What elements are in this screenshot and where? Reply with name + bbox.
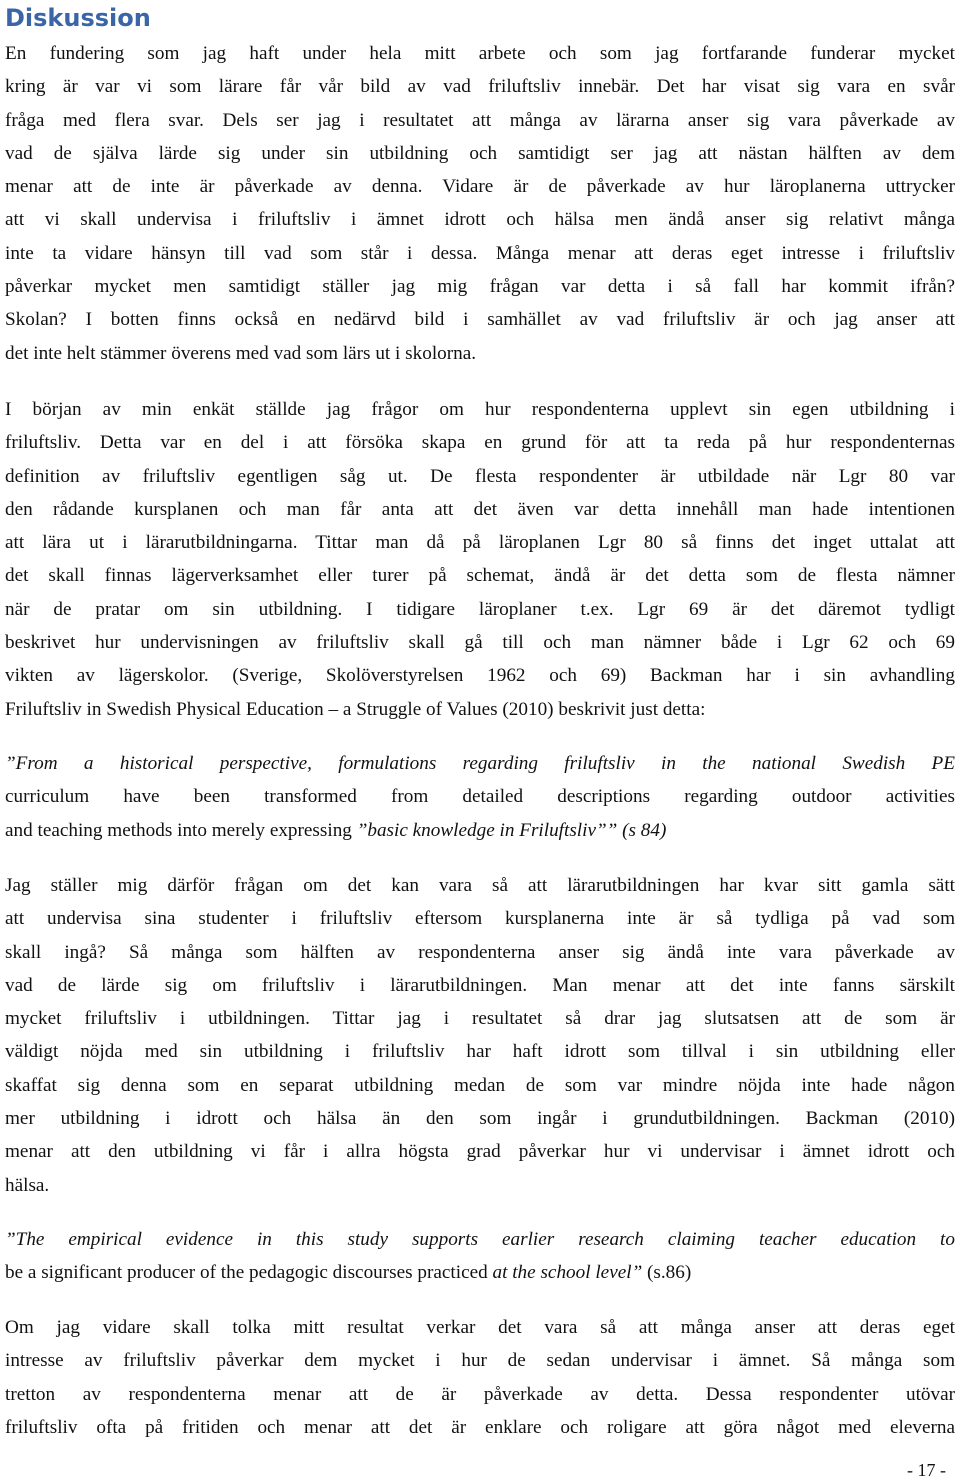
quote-text-italic: at the school level” bbox=[492, 1262, 643, 1284]
quote-line: curriculum have been transformed from detailed descriptions regarding outdoor activities bbox=[5, 786, 955, 808]
paragraph-3 bbox=[5, 869, 955, 1202]
page-number: - 17 - bbox=[907, 1460, 946, 1480]
paragraph-line: beskrivet hur undervisningen av friluftsliv skall gå till och man nämner både i Lgr 62 och 69 bbox=[5, 632, 955, 654]
paragraph-line: Skolan? I botten finns också en nedärvd bild i samhället av vad friluftsliv är och jag anser att bbox=[5, 309, 955, 331]
paragraph-line: intresse av friluftsliv påverkar dem mycket i hur de sedan undervisar i ämnet. Så många som bbox=[5, 1350, 955, 1372]
paragraph-line: att vi skall undervisa i friluftsliv i ämnet idrott och hälsa men ändå anser sig relativt många bbox=[5, 209, 955, 231]
paragraph-line: inte ta vidare hänsyn till vad som står i dessa. Många menar att deras eget intresse i friluftsliv bbox=[5, 242, 955, 264]
paragraph-line: det skall finnas lägerverksamhet eller turer på schemat, ändå är det detta som de flesta nämner bbox=[5, 565, 955, 587]
quote-citation: (s.86) bbox=[642, 1262, 692, 1284]
paragraph-4 bbox=[5, 1311, 955, 1444]
block-quote-2 bbox=[5, 1223, 955, 1290]
paragraph-line: Jag ställer mig därför frågan om det kan vara så att lärarutbildningen har kvar sitt gamla sätt bbox=[5, 875, 955, 896]
section-heading: Diskussion bbox=[5, 4, 151, 32]
paragraph-line: vad de själva lärde sig under sin utbildning och samtidigt ser jag att nästan hälften av dem bbox=[5, 142, 955, 164]
paragraph-line: fråga med flera svar. Dels ser jag i resultatet att många av lärarna anser sig vara påverkade av bbox=[5, 109, 955, 131]
paragraph-line: att lära ut i lärarutbildningarna. Tittar man då på läroplanen Lgr 80 så finns det inget uttalat att bbox=[5, 532, 955, 554]
paragraph-line: Friluftsliv in Swedish Physical Education – a Struggle of Values (2010) beskrivit just detta: bbox=[5, 698, 706, 720]
quote-line: ”From a historical perspective, formulations regarding friluftsliv in the national Swedish PE bbox=[5, 753, 955, 774]
quote-line bbox=[5, 1256, 955, 1289]
paragraph-line: hälsa. bbox=[5, 1174, 50, 1196]
paragraph-line: skaffat sig denna som en separat utbildning medan de som var mindre nöjda inte hade någon bbox=[5, 1074, 955, 1096]
paragraph-line: att undervisa sina studenter i friluftsliv eftersom kursplanerna inte är så tydliga på vad som bbox=[5, 908, 955, 930]
paragraph-line: kring är var vi som lärare får vår bild av vad friluftsliv innebär. Det har visat sig vara en svår bbox=[5, 76, 955, 98]
paragraph-line: påverkar mycket men samtidigt ställer jag mig frågan var detta i så fall har kommit ifrån? bbox=[5, 276, 955, 298]
paragraph-line: friluftsliv. Detta var en del i att försöka skapa en grund för att ta reda på hur respondenternas bbox=[5, 432, 955, 454]
paragraph-line: vikten av lägerskolor. (Sverige, Skolöverstyrelsen 1962 och 69) Backman har i sin avhandling bbox=[5, 665, 955, 687]
paragraph-1 bbox=[5, 37, 955, 370]
paragraph-line: det inte helt stämmer överens med vad som lärs ut i skolorna. bbox=[5, 342, 477, 364]
paragraph-line: väldigt nöjda med sin utbildning i friluftsliv har haft idrott som tillval i sin utbildning eller bbox=[5, 1041, 955, 1063]
paragraph-line: menar att den utbildning vi får i allra högsta grad påverkar hur vi undervisar i ämnet idrott och bbox=[5, 1141, 955, 1163]
quote-text-italic: ”basic knowledge in Friluftsliv”” (s 84) bbox=[356, 819, 667, 841]
paragraph-line: I början av min enkät ställde jag frågor om hur respondenterna upplevt sin egen utbildning i bbox=[5, 399, 955, 420]
paragraph-line: den rådande kursplanen och man får anta att det även var detta innehåll man hade intentionen bbox=[5, 498, 955, 520]
quote-text: and teaching methods into merely expressing bbox=[5, 819, 357, 841]
paragraph-line: mycket friluftsliv i utbildningen. Tittar jag i resultatet så drar jag slutsatsen att de som är bbox=[5, 1008, 955, 1030]
paragraph-line: En fundering som jag haft under hela mitt arbete och som jag fortfarande funderar mycket bbox=[5, 43, 955, 64]
paragraph-line: Om jag vidare skall tolka mitt resultat verkar det vara så att många anser att deras eget bbox=[5, 1317, 955, 1338]
paragraph-line: mer utbildning i idrott och hälsa än den som ingår i grundutbildningen. Backman (2010) bbox=[5, 1108, 955, 1130]
paragraph-line: tretton av respondenterna menar att de är påverkade av detta. Dessa respondenter utövar bbox=[5, 1383, 955, 1405]
paragraph-line: när de pratar om sin utbildning. I tidigare läroplaner t.ex. Lgr 69 är det däremot tydligt bbox=[5, 598, 955, 620]
quote-text: be a significant producer of the pedagogic discourses practiced bbox=[5, 1262, 493, 1284]
paragraph-2 bbox=[5, 393, 955, 726]
block-quote-1 bbox=[5, 747, 955, 847]
paragraph-line: skall ingå? Så många som hälften av respondenterna anser sig ändå inte vara påverkade av bbox=[5, 941, 955, 963]
paragraph-line: friluftsliv ofta på fritiden och menar att det är enklare och roligare att göra något med eleverna bbox=[5, 1416, 955, 1438]
quote-line bbox=[5, 814, 955, 847]
paragraph-line: menar att de inte är påverkade av denna. Vidare är de påverkade av hur läroplanerna uttrycker bbox=[5, 176, 955, 198]
quote-line: ”The empirical evidence in this study supports earlier research claiming teacher education to bbox=[5, 1229, 955, 1250]
paragraph-line: definition av friluftsliv egentligen såg ut. De flesta respondenter är utbildade när Lgr 80 var bbox=[5, 465, 955, 487]
paragraph-line: vad de lärde sig om friluftsliv i lärarutbildningen. Man menar att det inte fanns särskilt bbox=[5, 974, 955, 996]
